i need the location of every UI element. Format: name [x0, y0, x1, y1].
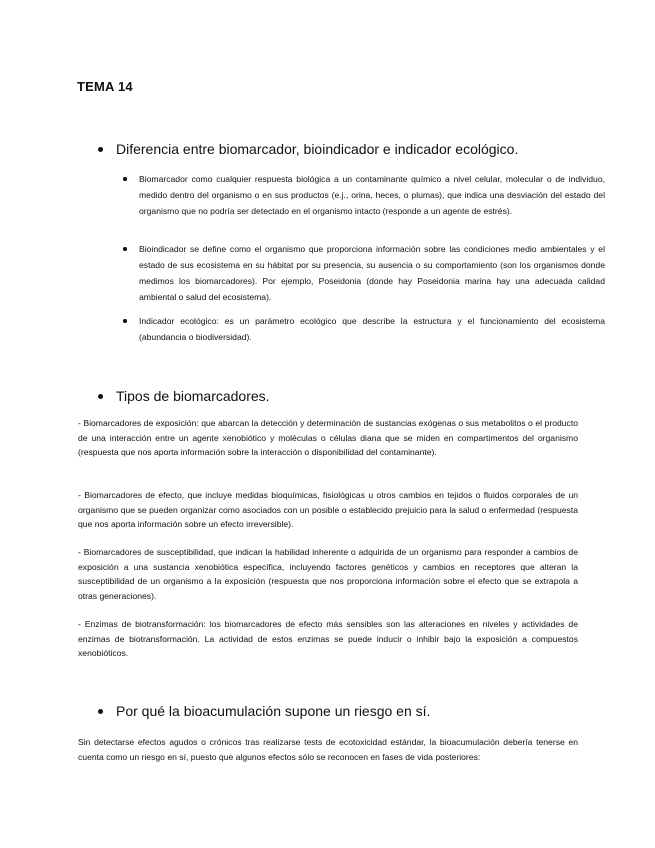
- list-item-biomarcador: [123, 171, 605, 219]
- bullet-icon: [123, 319, 127, 323]
- list-item-text: Indicador ecológico: es un parámetro ecológico que describe la estructura y el funcionamiento del ecosistema (abundancia o biodiversidad).: [139, 316, 605, 342]
- list-item-indicador-ecologico: [123, 313, 605, 345]
- bullet-icon: [98, 709, 103, 714]
- paragraph-enzymes: - Enzimas de biotransformación: los biomarcadores de efecto más sensibles son las alteraciones en niveles y actividades de enzimas de biotransformación. La actividad de estos enzimas se puede inducir o inhibir bajo la exposición a compuestos xenobióticos.: [78, 619, 578, 658]
- bullet-icon: [123, 177, 127, 181]
- topic-title: TEMA 14: [77, 79, 133, 94]
- paragraph-effect: - Biomarcadores de efecto, que incluye medidas bioquímicas, fisiológicas u otros cambios en tejidos o fluidos corporales de un organismo que se pueden organizar como asociados con un posible o establecido prejuicio para la salud o enfermedad (respuesta que nos aporta información sobre un efecto irreversible).: [78, 490, 578, 529]
- section-heading-text: Diferencia entre biomarcador, bioindicador e indicador ecológico.: [116, 141, 519, 157]
- section-heading-text: Tipos de biomarcadores.: [116, 388, 270, 404]
- bullet-icon: [98, 394, 103, 399]
- section-heading-types: [98, 388, 270, 404]
- bullet-icon: [98, 147, 103, 152]
- list-item-text: Bioindicador se define como el organismo que proporciona información sobre las condiciones medio ambientales y el estado de sus ecosistema en su hábitat por su presencia, su ausencia o su comportamiento (son los organismos donde medimos los biomarcadores). Por ejemplo, Poseidonia (donde hay Poseidonia marina hay una adecuada calidad ambiental o salud del ecosistema).: [139, 244, 605, 302]
- section-heading-differences: [98, 141, 518, 157]
- bullet-icon: [123, 247, 127, 251]
- section-heading-text: Por qué la bioacumulación supone un riesgo en sí.: [116, 703, 431, 719]
- list-item-bioindicador: [123, 241, 605, 305]
- paragraph-bioaccumulation: Sin detectarse efectos agudos o crónicos tras realizarse tests de ecotoxicidad estándar, la bioacumulación debería tenerse en cuenta como un riesgo en sí, puesto que algunos efectos sólo se reconocen en fases de vida posteriores:: [78, 737, 578, 762]
- paragraph-exposure: - Biomarcadores de exposición: que abarcan la detección y determinación de sustancias exógenas o sus metabolitos o el producto de una interacción entre un agente xenobiótico y moléculas o células diana que se miden en compartimentos del organismo (respuesta que nos aporta información sobre la interacción o disponibilidad del contaminante).: [78, 418, 578, 457]
- section-heading-bioaccumulation: [98, 703, 430, 719]
- list-item-text: Biomarcador como cualquier respuesta biológica a un contaminante químico a nivel celular, molecular o de individuo, medido dentro del organismo o en sus productos (e.j., orina, heces, o plumas), que indica una desviación del estado del organismo que no podría ser detectado en el organismo intacto (responde a un agente de estrés).: [139, 174, 605, 216]
- paragraph-susceptibility: - Biomarcadores de susceptibilidad, que indican la habilidad inherente o adquirida de un organismo para responder a cambios de exposición a una sustancia xenobiótica específica, incluyendo factores genéticos y cambios en receptores que alteran la susceptibilidad de un organismo a la exposición (respuesta que nos proporciona información sobre el efecto que se extrapola a otras generaciones).: [78, 547, 578, 601]
